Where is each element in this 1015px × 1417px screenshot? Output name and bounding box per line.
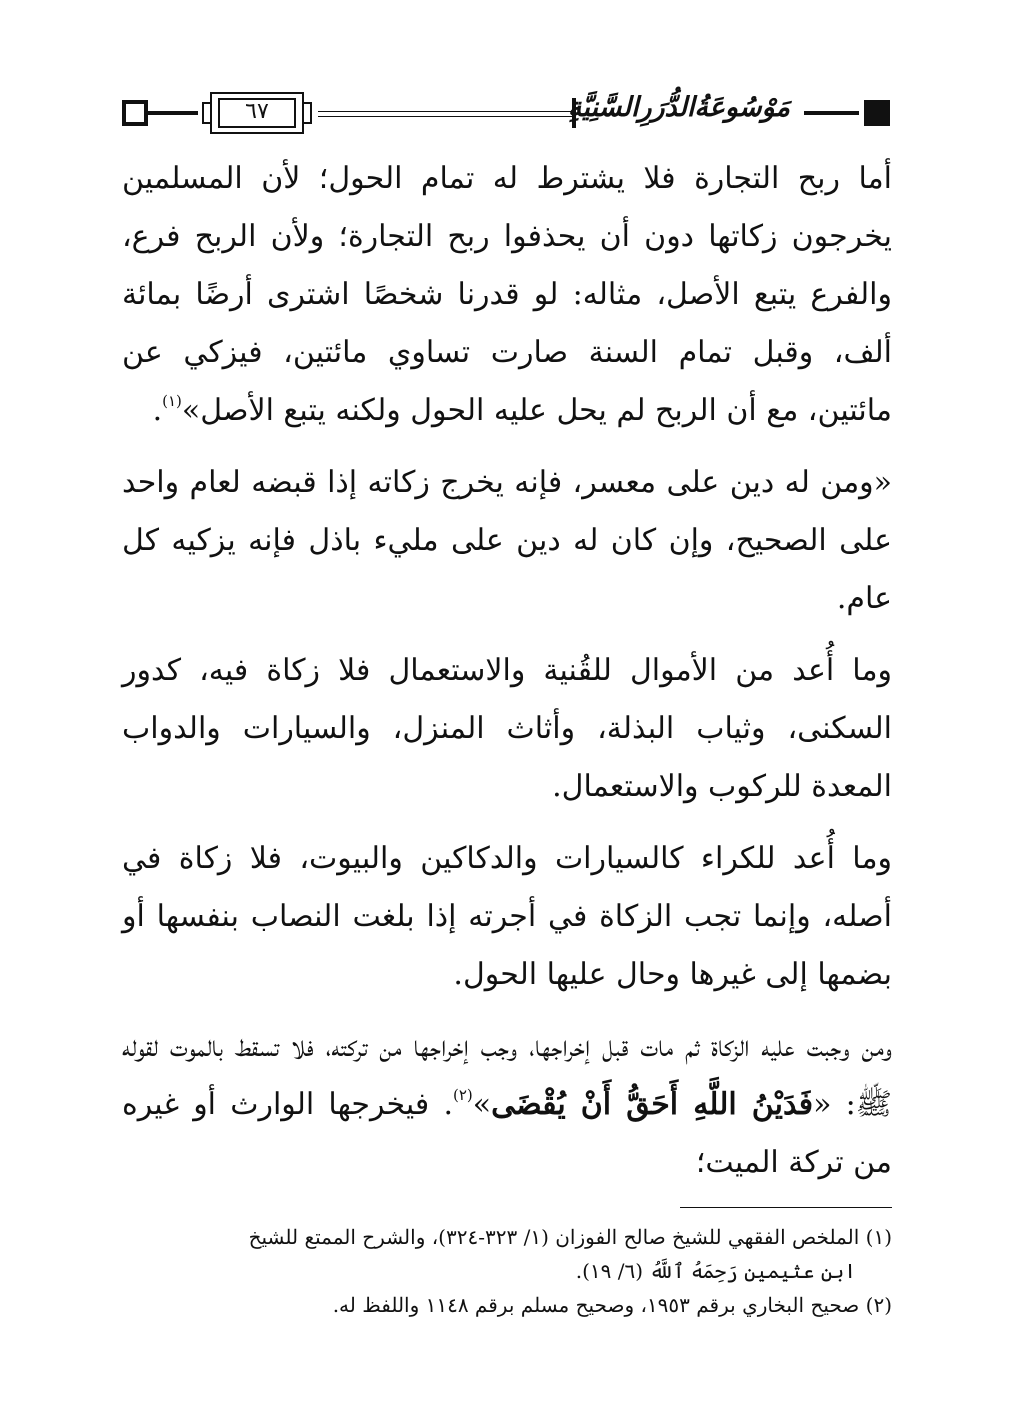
main-text bbox=[122, 150, 892, 1192]
header-rule-middle bbox=[318, 111, 572, 112]
header-rule-right bbox=[804, 111, 859, 115]
paragraph-1: أما ربح التجارة فلا يشترط له تمام الحول؛ لأن المسلمين يخرجون زكاتها دون أن يحذفوا ربح التجارة؛ ولأن الربح فرع، والفرع يتبع الأصل، مثاله: لو قدرنا شخصًا اشترى أرضًا بمائة ألف، وقبل تمام السنة صارت تساوي مائتين، فيزكي عن مائتين، مع أن الربح لم يحل عليه الحول ولكنه يتبع الأصل»$^{(١)}$. bbox=[122, 161, 892, 428]
header-ornament-right bbox=[864, 100, 890, 126]
footnotes bbox=[122, 1220, 892, 1322]
header-ornament-left bbox=[122, 100, 148, 126]
book-title: مَوْسُوعَةُالدُّرَرِالسَّنِيَّةِ bbox=[567, 92, 790, 123]
hadith-quote: فَدَيْنُ اللَّهِ أَحَقُّ أَنْ يُقْضَى bbox=[491, 1087, 814, 1122]
paragraph-4: وما أُعد للكراء كالسيارات والدكاكين والبيوت، فلا زكاة في أصله، وإنما تجب الزكاة في أجرته إذا بلغت النصاب بنفسها أو بضمها إلى غيرها وحال عليها الحول. bbox=[122, 841, 892, 992]
footnote-ref-2[interactable]: (٢) bbox=[452, 1086, 473, 1104]
footnote-2: (٢) صحيح البخاري برقم ١٩٥٣، وصحيح مسلم برقم ١١٤٨ واللفظ له. bbox=[332, 1293, 892, 1317]
paragraph-3: وما أُعد من الأموال للقُنية والاستعمال فلا زكاة فيه، كدور السكنى، وثياب البذلة، وأثاث المنزل، والسيارات والدواب المعدة للركوب والاستعمال. bbox=[122, 653, 892, 804]
page-number-frame bbox=[198, 92, 316, 134]
footnote-1: (١) الملخص الفقهي للشيخ صالح الفوزان (١/ ٣٢٣-٣٢٤)، والشرح الممتع للشيخ ابن عثيمين رَحِمَهُ ٱللَّهُ (٦/ ١٩). bbox=[248, 1225, 892, 1283]
header-rule-left bbox=[148, 111, 198, 115]
footnote-separator bbox=[680, 1207, 892, 1208]
page-number: ٦٧ bbox=[245, 99, 269, 124]
paragraph-2: «ومن له دين على معسر، فإنه يخرج زكاته إذا قبضه لعام واحد على الصحيح، وإن كان له دين على مليء باذل فإنه يزكيه كل عام. bbox=[122, 465, 892, 616]
paragraph-5: ومن وجبت عليه الزكاة ثم مات قبل إخراجها، وجب إخراجها من تركته، فلا تسقط بالموت لقوله ﷺ: «فَدَيْنُ اللَّهِ أَحَقُّ أَنْ يُقْضَى»$^{(٢)}$. فيخرجها الوارث أو غيره من تركة الميت؛ bbox=[122, 1029, 892, 1180]
footnote-ref-1[interactable]: (١) bbox=[162, 392, 182, 410]
page-header bbox=[122, 92, 892, 138]
